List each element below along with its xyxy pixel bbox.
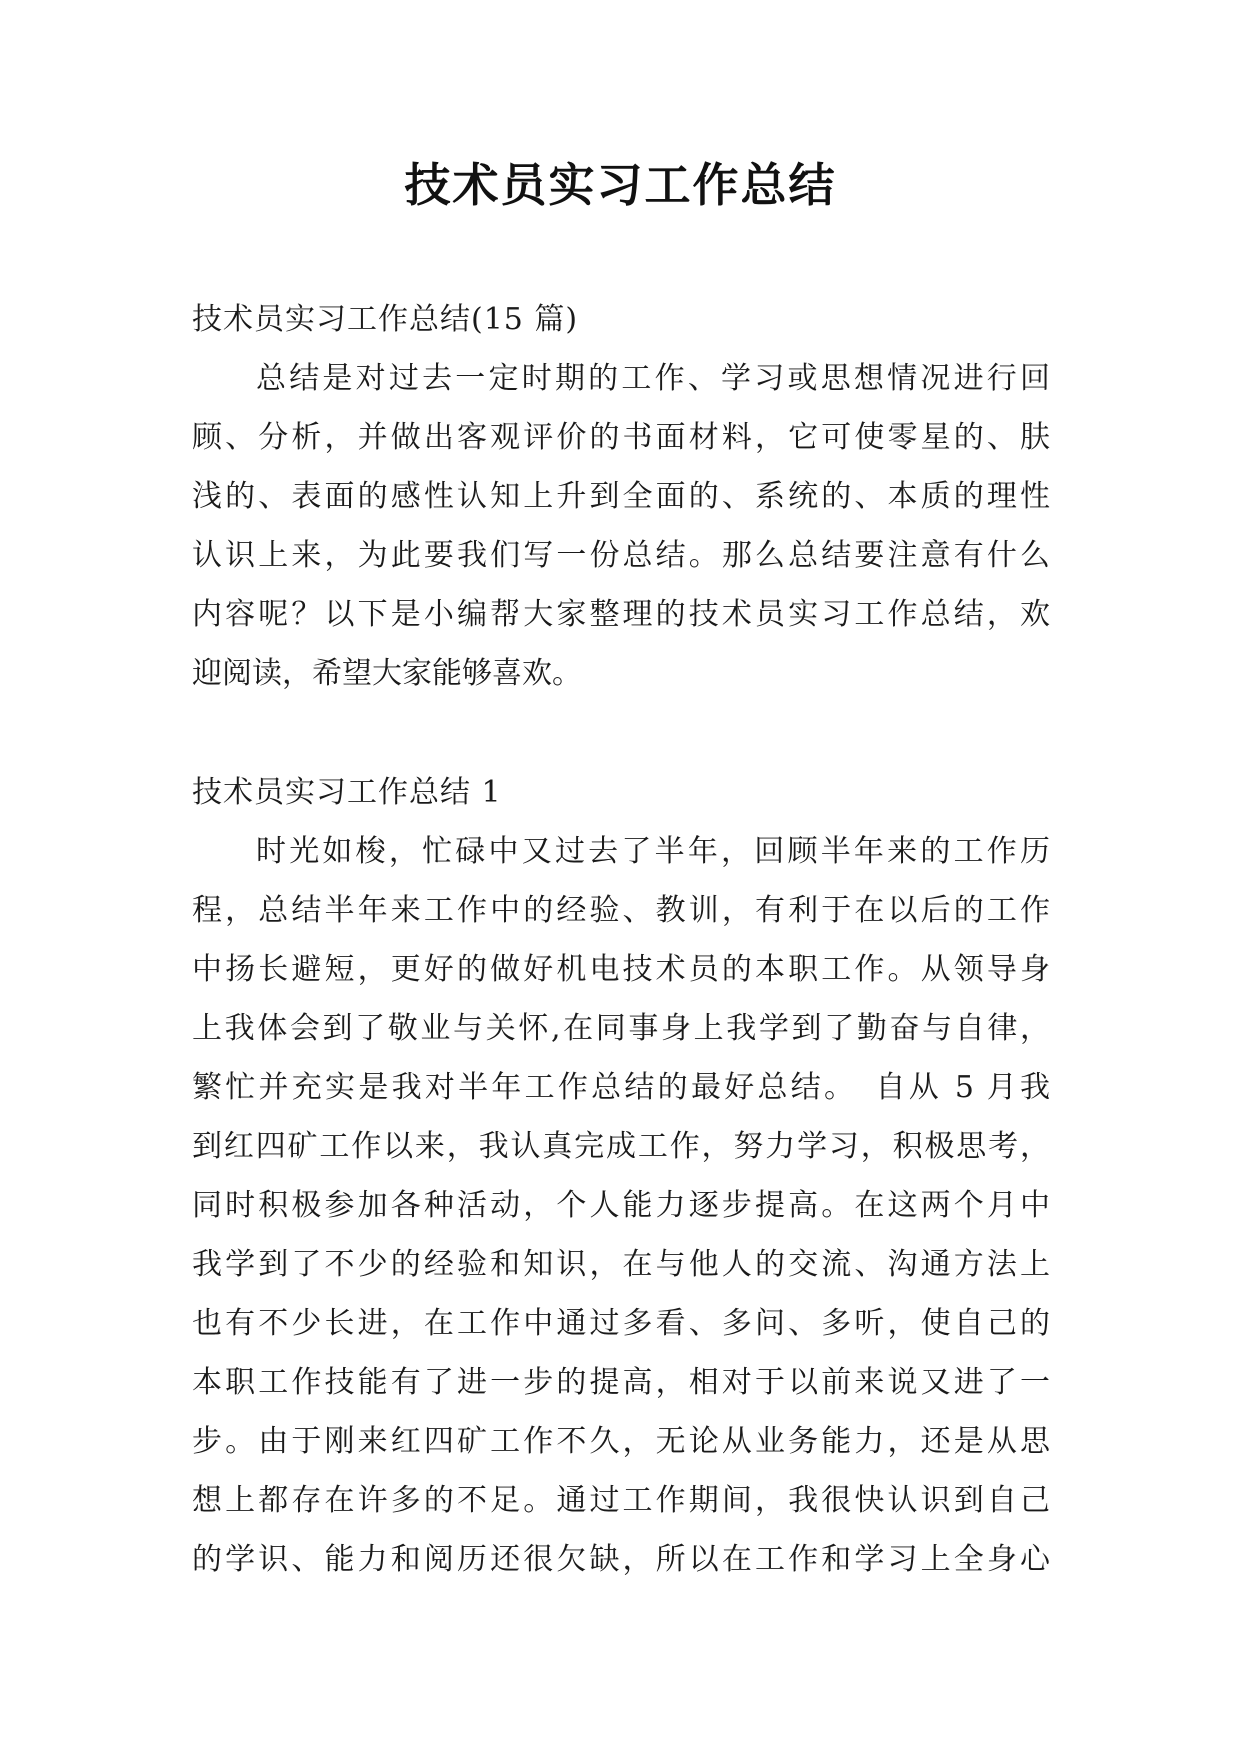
intro-subtitle: 技术员实习工作总结(15 篇) xyxy=(192,302,579,337)
paragraph-line: 迎阅读，希望大家能够喜欢。 xyxy=(192,656,582,691)
paragraph-line: 繁忙并充实是我对半年工作总结的最好总结。 自从 5 月我 xyxy=(192,1070,1050,1105)
section-heading: 技术员实习工作总结 1 xyxy=(192,775,502,810)
paragraph-line: 的学识、能力和阅历还很欠缺，所以在工作和学习上全身心 xyxy=(192,1542,1050,1577)
paragraph-line: 内容呢？以下是小编帮大家整理的技术员实习工作总结，欢 xyxy=(192,597,1050,632)
paragraph-line: 总结是对过去一定时期的工作、学习或思想情况进行回 xyxy=(256,361,1050,396)
intro-paragraph xyxy=(192,349,1050,703)
paragraph-line: 浅的、表面的感性认知上升到全面的、系统的、本质的理性 xyxy=(192,479,1050,514)
paragraph-line: 程，总结半年来工作中的经验、教训，有利于在以后的工作 xyxy=(192,893,1050,928)
section-spacer xyxy=(192,703,1050,763)
document-body xyxy=(192,290,1050,1589)
paragraph-line: 到红四矿工作以来，我认真完成工作，努力学习，积极思考， xyxy=(192,1129,1050,1164)
paragraph-line: 本职工作技能有了进一步的提高，相对于以前来说又进了一 xyxy=(192,1365,1050,1400)
section-paragraph xyxy=(192,822,1050,1589)
paragraph-line: 上我体会到了敬业与关怀,在同事身上我学到了勤奋与自律， xyxy=(192,1011,1050,1046)
paragraph-line: 步。由于刚来红四矿工作不久，无论从业务能力，还是从思 xyxy=(192,1424,1050,1459)
paragraph-line: 时光如梭，忙碌中又过去了半年，回顾半年来的工作历 xyxy=(256,834,1050,869)
document-title: 技术员实习工作总结 xyxy=(404,158,837,212)
paragraph-line: 也有不少长进，在工作中通过多看、多问、多听，使自己的 xyxy=(192,1306,1050,1341)
paragraph-line: 我学到了不少的经验和知识，在与他人的交流、沟通方法上 xyxy=(192,1247,1050,1282)
paragraph-line: 顾、分析，并做出客观评价的书面材料，它可使零星的、肤 xyxy=(192,420,1050,455)
paragraph-line: 同时积极参加各种活动，个人能力逐步提高。在这两个月中 xyxy=(192,1188,1050,1223)
paragraph-line: 认识上来，为此要我们写一份总结。那么总结要注意有什么 xyxy=(192,538,1050,573)
paragraph-line: 想上都存在许多的不足。通过工作期间，我很快认识到自己 xyxy=(192,1483,1050,1518)
paragraph-line: 中扬长避短，更好的做好机电技术员的本职工作。从领导身 xyxy=(192,952,1050,987)
